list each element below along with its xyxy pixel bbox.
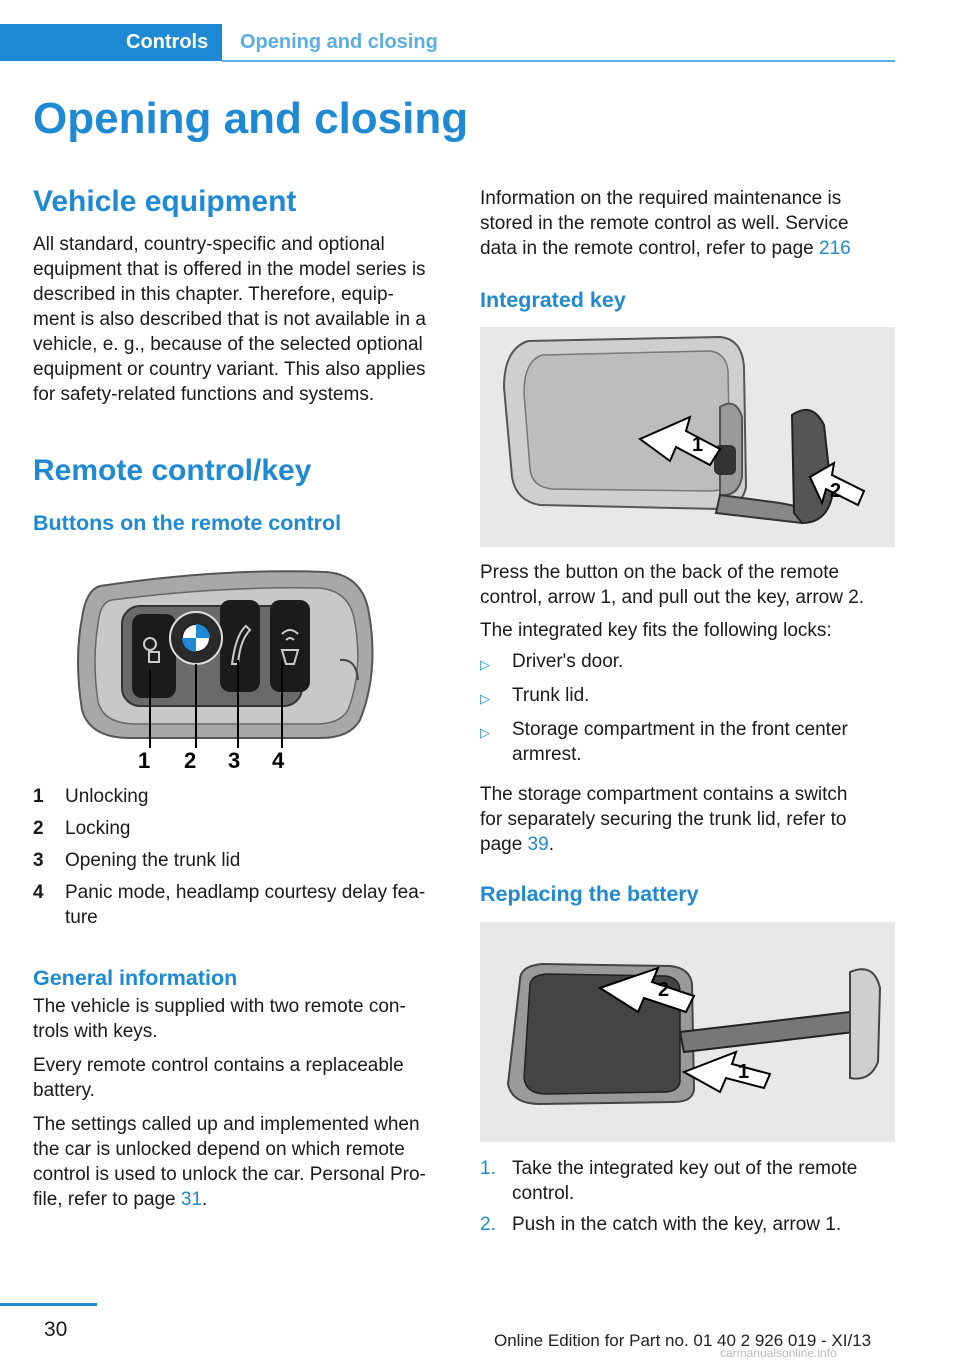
general-info-p1: The vehicle is supplied with two remote con‐ trols with keys. — [33, 996, 406, 1042]
integrated-key-p2: The integrated key fits the following locks: — [480, 620, 832, 641]
legend-item: 2 Locking — [33, 818, 131, 839]
heading-general-information: General information — [33, 966, 238, 990]
heading-integrated-key: Integrated key — [480, 288, 626, 312]
bullet-triangle-icon: ▷ — [480, 725, 490, 740]
bullet-triangle-icon: ▷ — [480, 691, 490, 706]
integrated-key-figure — [480, 327, 895, 547]
page-title: Opening and closing — [33, 94, 469, 143]
battery-arrow-label: 2 — [658, 979, 670, 1001]
footer-rule — [0, 1303, 97, 1306]
integrated-key-p3: The storage compartment contains a switch for separately securing the trunk lid, refer to page 39. — [480, 784, 848, 855]
integrated-key-p1: Press the button on the back of the remote control, arrow 1, and pull out the key, arrow 2. — [480, 562, 865, 608]
figure-number-4: 4 — [272, 748, 285, 773]
footer-edition: Online Edition for Part no. 01 40 2 926 019 - XI/13 — [494, 1331, 872, 1350]
battery-steps — [480, 1156, 900, 1237]
header-tab-controls[interactable]: Controls — [0, 24, 222, 61]
header-tab-section[interactable]: Opening and closing — [240, 31, 438, 53]
page-link-31[interactable]: 31 — [180, 1189, 203, 1210]
legend-item: 4 Panic mode, headlamp courtesy delay fea‐ ture — [33, 882, 426, 928]
watermark: carmanualsonline.info — [720, 1346, 837, 1360]
heading-buttons-remote: Buttons on the remote control — [33, 511, 342, 535]
figure-number-3: 3 — [228, 748, 241, 773]
figure-number-2: 2 — [184, 748, 197, 773]
lock-item: ▷ Trunk lid. — [480, 683, 900, 711]
key-arrow-label: 1 — [692, 434, 704, 456]
battery-arrow-label: 1 — [738, 1061, 750, 1083]
general-info-p2: Every remote control contains a replaceable battery. — [33, 1055, 404, 1101]
page-number: 30 — [44, 1318, 68, 1341]
heading-vehicle-equipment: Vehicle equipment — [33, 185, 297, 218]
replacing-battery-figure — [480, 922, 895, 1142]
legend-item: 1 Unlocking — [33, 786, 149, 807]
heading-replacing-battery: Replacing the battery — [480, 882, 699, 906]
page-link-216[interactable]: 216 — [819, 238, 851, 259]
bullet-triangle-icon: ▷ — [480, 657, 490, 672]
battery-step: 2. Push in the catch with the key, arrow 1. — [480, 1214, 842, 1235]
legend-item: 3 Opening the trunk lid — [33, 850, 241, 871]
lock-item: ▷ Driver's door. — [480, 649, 900, 677]
remote-buttons-legend — [33, 784, 453, 930]
vehicle-equipment-text: All standard, country-specific and optional equipment that is offered in the model series is described in this chapter. Therefore, equip‐ ment is also described that is not available in a vehicle, e. g., because of the selected optional equipment or country variant. This also applies for safety-related functions and systems. — [33, 234, 426, 405]
key-arrow-label: 2 — [830, 480, 842, 502]
heading-remote-control: Remote control/key — [33, 454, 312, 487]
general-info-p3: The settings called up and implemented when the car is unlocked depend on which remote control is used to unlock the car. Personal Pro‐ file, refer to page 31. — [33, 1114, 426, 1210]
header-rule — [222, 60, 895, 62]
remote-control-figure — [60, 560, 400, 775]
battery-step: 1. Take the integrated key out of the remote control. — [480, 1158, 858, 1204]
maintenance-text: Information on the required maintenance is stored in the remote control as well. Service data in the remote control, refer to page 216 — [480, 188, 851, 259]
page-link-39[interactable]: 39 — [527, 834, 549, 855]
lock-item: ▷ Storage compartment in the front center armrest. — [480, 719, 848, 765]
locks-list — [480, 649, 900, 773]
figure-number-1: 1 — [138, 748, 151, 773]
